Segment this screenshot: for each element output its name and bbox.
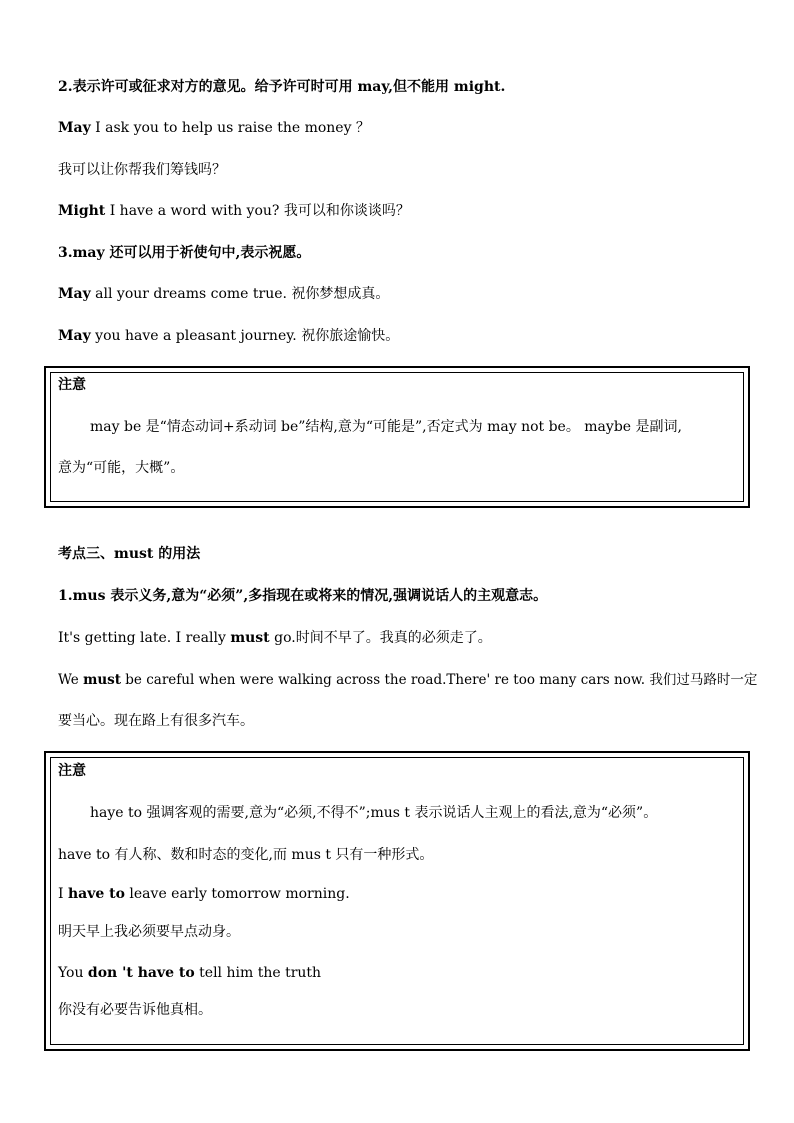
example-sentence: [58, 118, 370, 138]
section-heading: 3.may 还可以用于祈使句中,表示祝愿。: [58, 245, 311, 261]
sentence-text: I have a word with you? 我可以和你谈谈吗？: [105, 203, 410, 219]
translation: 你没有必要告诉他真相。: [58, 1002, 212, 1018]
sentence-text: I: [58, 886, 68, 902]
translation: 明天早上我必须要早点动身。: [58, 924, 240, 940]
example-sentence: [58, 628, 492, 648]
keyword: Might: [58, 203, 106, 219]
keyword: don 't have to: [87, 965, 195, 981]
sentence-text: go.时间不早了。我真的必须走了。: [269, 630, 492, 646]
sentence-text: I ask you to help us raise the money ？: [90, 120, 370, 136]
note-text: may be 是“情态动词+系动词 be”结构,意为“可能是”,否定式为 may not be。 maybe 是副词,: [90, 419, 682, 435]
keyword: May: [58, 328, 91, 344]
example-sentence: [58, 884, 350, 904]
note-text: have to 有人称、数和时态的变化,而 mus t 只有一种形式。: [58, 847, 434, 863]
example-sentence: [58, 963, 321, 983]
note-title: 注意: [58, 763, 86, 779]
example-sentence: [58, 201, 410, 221]
section-heading: 2.表示许可或征求对方的意见。给予许可时可用 may,但不能用 might.: [58, 79, 506, 95]
example-sentence-continuation: 要当心。现在路上有很多汽车。: [58, 713, 254, 729]
translation: 我可以让你帮我们筹钱吗？: [58, 162, 226, 178]
section-heading: 考点三、must 的用法: [58, 546, 201, 562]
sentence-text: leave early tomorrow morning.: [124, 886, 350, 902]
sentence-text: all your dreams come true. 祝你梦想成真。: [90, 286, 390, 302]
example-sentence: [58, 670, 757, 690]
sentence-text: You: [58, 965, 88, 981]
subsection-heading: 1.mus 表示义务,意为“必须”,多指现在或将来的情况,强调说话人的主观意志。: [58, 588, 548, 604]
sentence-text: tell him the truth: [194, 965, 322, 981]
sentence-text: you have a pleasant journey. 祝你旅途愉快。: [90, 328, 400, 344]
keyword: have to: [67, 886, 125, 902]
sentence-text: It's getting late. I really: [58, 630, 231, 646]
note-text: 意为“可能，大概”。: [58, 460, 185, 476]
note-box-inner-border: [50, 372, 744, 502]
note-title: 注意: [58, 377, 86, 393]
keyword: must: [83, 672, 121, 688]
keyword: May: [58, 286, 91, 302]
keyword: May: [58, 120, 91, 136]
sentence-text: We: [58, 672, 84, 688]
keyword: must: [230, 630, 270, 646]
example-sentence: [58, 326, 399, 346]
example-sentence: [58, 284, 389, 304]
note-text: haye to 强调客观的需要,意为“必须,不得不”;mus t 表示说话人主观上的看法,意为“必须”。: [90, 805, 658, 821]
note-box: [44, 366, 750, 508]
sentence-text: be careful when were walking across the road.There' re too many cars now. 我们过马路时一定: [121, 672, 758, 688]
